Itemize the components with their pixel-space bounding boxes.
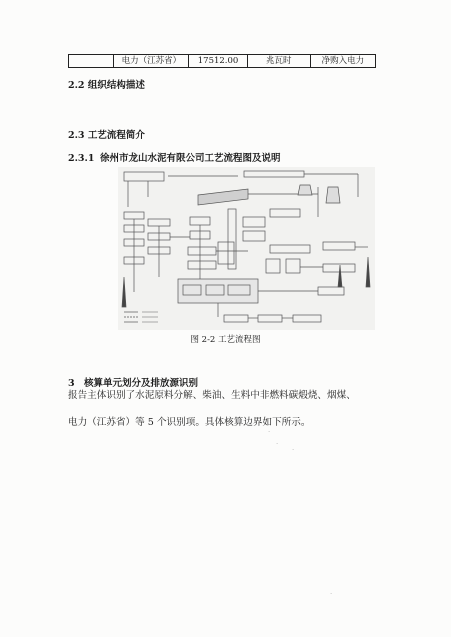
table-cell-value: 17512.00 — [188, 55, 246, 67]
scan-speck: · — [268, 428, 271, 436]
scan-speck: · — [276, 440, 279, 448]
table-cell-source: 净购入电力 — [310, 55, 375, 67]
table-cell — [69, 55, 113, 67]
heading-number: 3 — [68, 378, 75, 389]
process-flow-figure — [118, 167, 375, 330]
body-paragraph-line: 报告主体识别了水泥原料分解、柴油、生料中非燃料碳煅烧、烟煤、 — [68, 390, 356, 401]
heading-2-3: 2.3 工艺流程简介 — [68, 130, 145, 141]
scan-speck: · — [292, 446, 295, 454]
body-paragraph-line: 电力（江苏省）等 5 个识别项。具体核算边界如下所示。 — [68, 417, 311, 428]
process-flow-diagram — [118, 167, 375, 330]
table-cell-category: 电力（江苏省） — [113, 55, 188, 67]
heading-text: 核算单元划分及排放源识别 — [84, 378, 199, 389]
heading-number: 2.3.1 — [68, 153, 95, 164]
scan-speck: · — [330, 590, 333, 598]
heading-2-2: 2.2 组织结构描述 — [68, 80, 145, 91]
figure-caption: 图 2-2 工艺流程图 — [190, 335, 261, 345]
table-row — [68, 54, 376, 68]
heading-2-3-1 — [68, 150, 281, 164]
heading-text: 徐州市龙山水泥有限公司工艺流程图及说明 — [100, 153, 281, 164]
table-cell-unit: 兆瓦时 — [247, 55, 310, 67]
